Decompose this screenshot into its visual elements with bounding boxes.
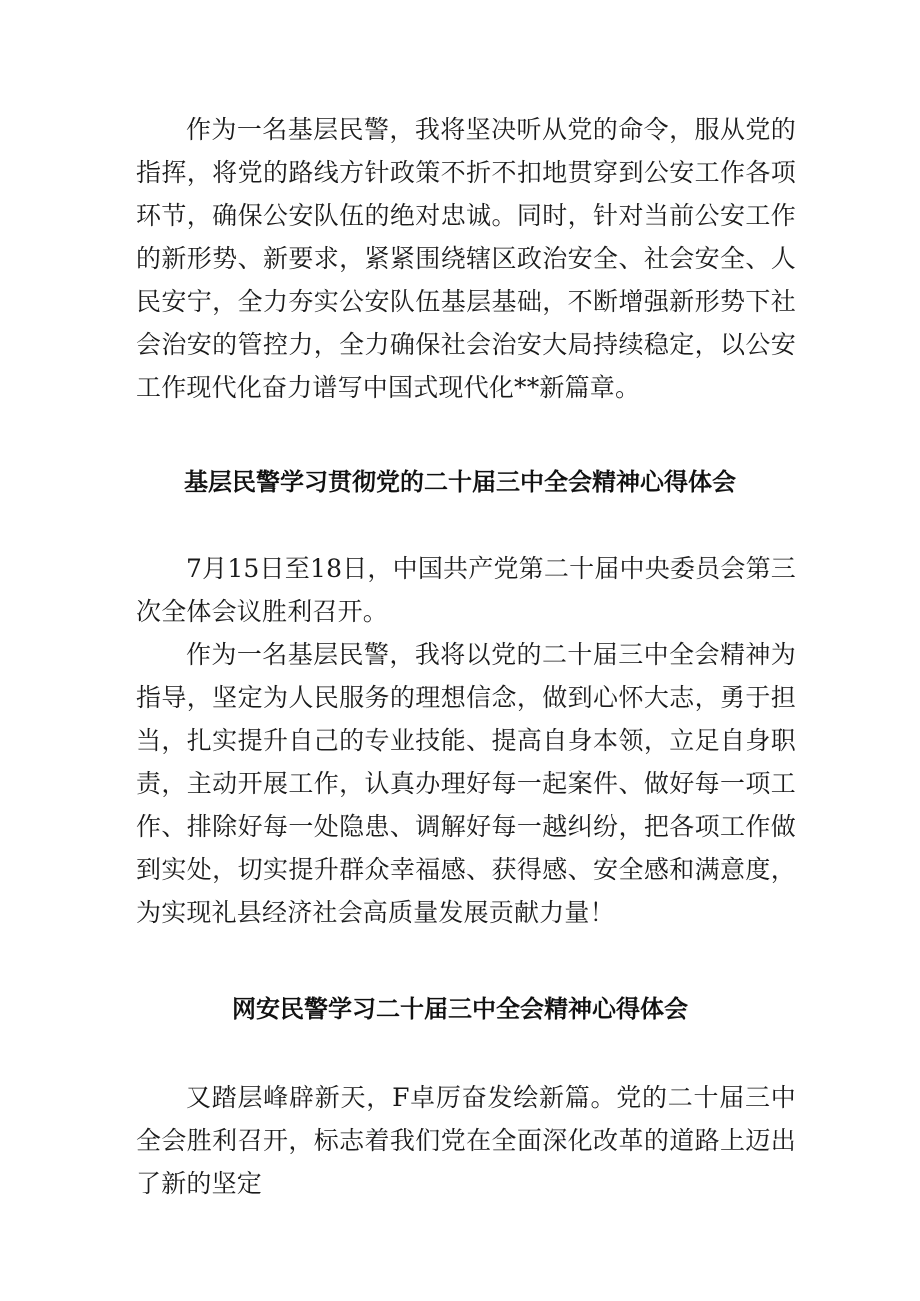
section-1-body bbox=[136, 108, 796, 409]
paragraph: 作为一名基层民警，我将坚决听从党的命令，服从党的指挥，将党的路线方针政策不折不扣地贯穿到公安工作各项环节，确保公安队伍的绝对忠诚。同时，针对当前公安工作的新形势、新要求，紧紧围绕辖区政治安全、社会安全、人民安宁，全力夯实公安队伍基层基础，不断增强新形势下社会治安的管控力，全力确保社会治安大局持续稳定，以公安工作现代化奋力谱写中国式现代化**新篇章。 bbox=[136, 115, 796, 402]
paragraph: 又踏层峰辟新天，F卓厉奋发绘新篇。党的二十届三中全会胜利召开，标志着我们党在全面深化改革的道路上迈出了新的坚定 bbox=[136, 1083, 796, 1198]
paragraph: 7月15日至18日，中国共产党第二十届中央委员会第三次全体会议胜利召开。 bbox=[136, 554, 796, 626]
section-heading: 基层民警学习贯彻党的二十届三中全会精神心得体会 bbox=[184, 468, 736, 496]
section-2-body bbox=[136, 547, 796, 934]
section-3-body bbox=[136, 1076, 796, 1205]
section-heading: 网安民警学习二十届三中全会精神心得体会 bbox=[232, 995, 688, 1023]
paragraph: 作为一名基层民警，我将以党的二十届三中全会精神为指导，坚定为人民服务的理想信念，做到心怀大志，勇于担当，扎实提升自己的专业技能、提高自身本领，立足自身职责，主动开展工作，认真办理好每一起案件、做好每一项工作、排除好每一处隐患、调解好每一越纠纷，把各项工作做到实处，切实提升群众幸福感、获得感、安全感和满意度，为实现礼县经济社会高质量发展贡献力量！ bbox=[136, 640, 796, 927]
